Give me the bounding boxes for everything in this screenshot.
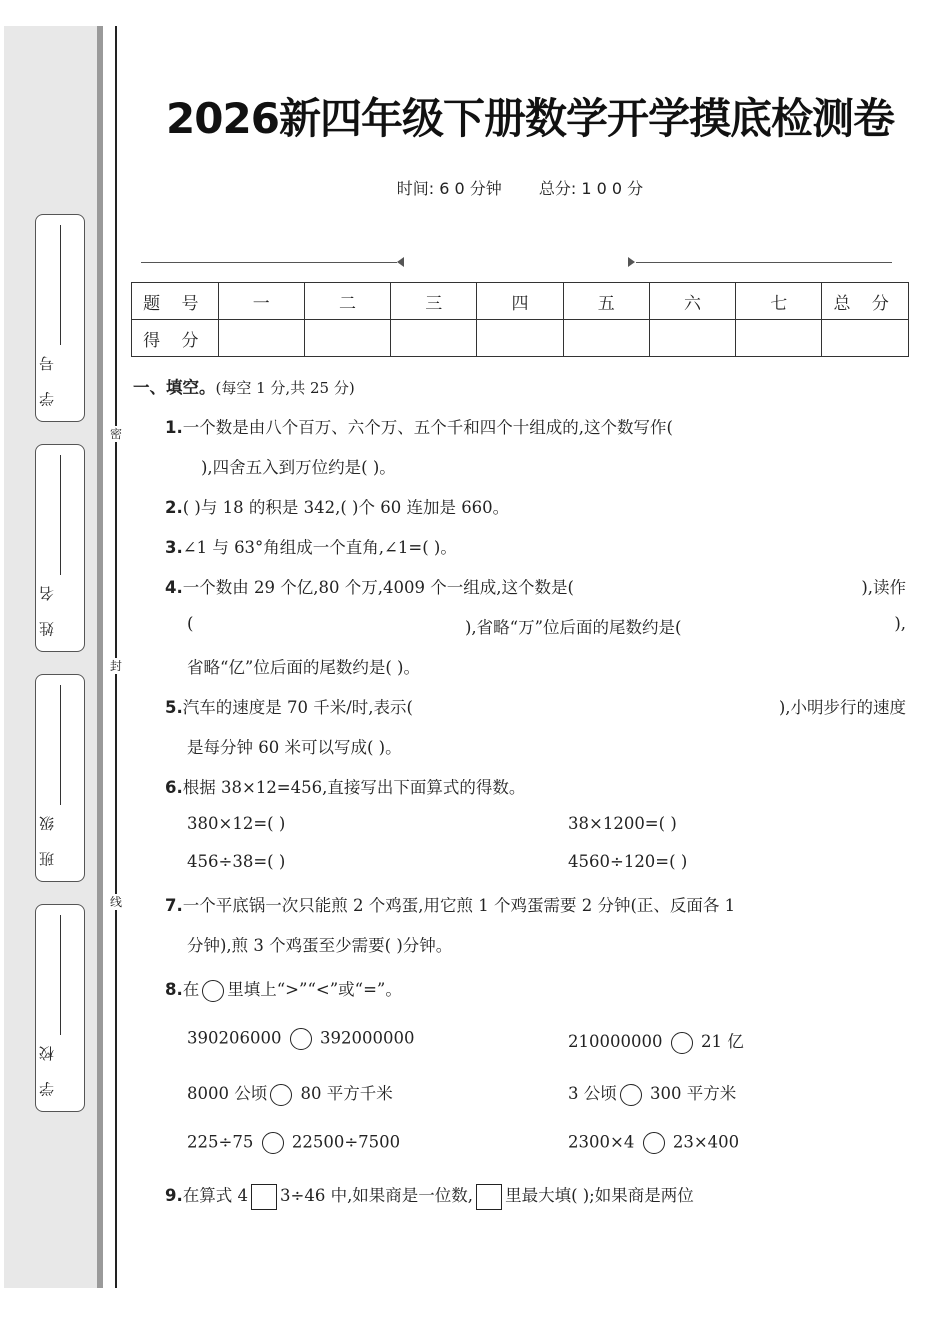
table-cell: 五 (563, 283, 649, 320)
question-6-item-b: 38×1200=( ) (568, 814, 677, 833)
page-title: 2026新四年级下册数学开学摸底检测卷 (166, 94, 894, 143)
binding-mark-mi: 密 (109, 427, 122, 441)
question-number: 1. (165, 418, 183, 437)
compare-item (187, 1132, 400, 1154)
question-6-item-a: 380×12=( ) (187, 814, 286, 833)
question-number: 8. (165, 980, 183, 999)
binding-mark-feng: 封 (109, 659, 122, 673)
question-6-item-d: 4560÷120=( ) (568, 852, 688, 871)
field-underline (60, 225, 61, 345)
table-cell: 一 (218, 283, 304, 320)
answer-circle[interactable] (643, 1132, 665, 1154)
question-5-line-2: 是每分钟 60 米可以写成( )。 (187, 738, 402, 757)
field-underline (60, 455, 61, 575)
question-7-line-1 (165, 892, 735, 916)
compare-item (568, 1028, 744, 1054)
table-cell: 得 分 (132, 320, 219, 357)
question-3 (165, 534, 457, 558)
question-4-line-2-mid: ),省略“万”位后面的尾数约是( (465, 618, 682, 637)
compare-right: 21 亿 (700, 1032, 744, 1051)
box-icon (476, 1184, 502, 1210)
exam-info (130, 176, 910, 199)
decor-line-right (636, 262, 892, 263)
answer-box[interactable] (251, 1184, 277, 1210)
question-4-line-1-end: ),读作 (861, 578, 906, 597)
total-score: 总分: 1 0 0 分 (538, 179, 644, 198)
name-field[interactable] (35, 444, 85, 652)
table-cell: 题 号 (132, 283, 219, 320)
question-4-line-2-end: ), (894, 614, 906, 633)
score-input-cell[interactable] (391, 320, 477, 357)
compare-left: 3 公顷 (568, 1084, 617, 1103)
question-text: 在算式 4 (182, 1186, 248, 1205)
score-input-cell[interactable] (822, 320, 909, 357)
question-7-line-2: 分钟),煎 3 个鸡蛋至少需要( )分钟。 (187, 936, 453, 955)
score-input-cell[interactable] (477, 320, 563, 357)
class-field[interactable] (35, 674, 85, 882)
question-9 (165, 1182, 694, 1210)
score-input-cell[interactable] (736, 320, 822, 357)
school-field[interactable] (35, 904, 85, 1112)
decor-line-left (141, 262, 397, 263)
table-cell: 三 (391, 283, 477, 320)
score-table-header-row (132, 283, 909, 320)
score-input-cell[interactable] (218, 320, 304, 357)
table-cell: 总 分 (822, 283, 909, 320)
table-cell: 四 (477, 283, 563, 320)
question-text: 里最大填( );如果商是两位 (505, 1186, 694, 1205)
question-4-line-3: 省略“亿”位后面的尾数约是( )。 (187, 658, 420, 677)
question-number: 7. (165, 896, 183, 915)
binding-line (115, 26, 117, 1288)
question-8 (165, 976, 402, 1002)
score-table-score-row (132, 320, 909, 357)
answer-circle[interactable] (270, 1084, 292, 1106)
question-number: 9. (165, 1186, 183, 1205)
answer-circle[interactable] (671, 1032, 693, 1054)
compare-left: 225÷75 (187, 1132, 254, 1152)
field-label: 班 级 (38, 808, 56, 867)
student-id-field[interactable] (35, 214, 85, 422)
question-5-line-1-end: ),小明步行的速度 (778, 698, 906, 717)
compare-left: 2300×4 (568, 1132, 635, 1152)
table-cell: 六 (649, 283, 735, 320)
question-text: 在 (182, 980, 200, 999)
compare-right: 300 平方米 (650, 1084, 737, 1103)
question-4-line-1 (165, 574, 574, 598)
compare-item (187, 1028, 414, 1050)
decor-arrow-left-icon (397, 257, 404, 267)
compare-right: 22500÷7500 (291, 1132, 401, 1152)
decor-arrow-right-icon (628, 257, 635, 267)
question-text: 一个数由 29 个亿,80 个万,4009 个一组成,这个数是( (182, 578, 574, 597)
section-heading (133, 374, 355, 398)
answer-circle[interactable] (262, 1132, 284, 1154)
circle-icon (202, 980, 224, 1002)
answer-circle[interactable] (620, 1084, 642, 1106)
table-cell: 七 (736, 283, 822, 320)
binding-shadow (97, 26, 103, 1288)
question-number: 6. (165, 778, 183, 797)
compare-item (568, 1132, 739, 1154)
field-underline (60, 915, 61, 1035)
question-1-line-2: ),四舍五入到万位约是( )。 (201, 458, 396, 477)
compare-left: 390206000 (187, 1028, 282, 1048)
question-4-line-2-start: ( (187, 614, 194, 633)
field-label: 姓 名 (38, 578, 56, 637)
compare-left: 8000 公顷 (187, 1084, 268, 1103)
question-text: 3÷46 中,如果商是一位数, (280, 1186, 474, 1205)
question-1-line-1 (165, 414, 673, 438)
question-2 (165, 494, 509, 518)
question-5-line-1 (165, 694, 413, 718)
question-number: 2. (165, 498, 183, 517)
compare-right: 23×400 (672, 1132, 740, 1152)
field-underline (60, 685, 61, 805)
question-number: 3. (165, 538, 183, 557)
question-number: 5. (165, 698, 183, 717)
compare-item (187, 1080, 393, 1106)
binding-mark-xian: 线 (109, 895, 122, 909)
compare-left: 210000000 (568, 1032, 663, 1051)
compare-item (568, 1080, 736, 1106)
question-text: ( )与 18 的积是 342,( )个 60 连加是 660。 (182, 498, 510, 517)
question-text: 汽车的速度是 70 千米/时,表示( (182, 698, 413, 717)
score-input-cell[interactable] (304, 320, 390, 357)
question-6 (165, 774, 525, 798)
question-number: 4. (165, 578, 183, 597)
question-text: ∠1 与 63°角组成一个直角,∠1=( )。 (182, 538, 457, 557)
compare-right: 392000000 (319, 1028, 415, 1048)
question-text: 里填上“>”“<”或“=”。 (227, 980, 402, 999)
question-6-item-c: 456÷38=( ) (187, 852, 286, 871)
question-text: 一个平底锅一次只能煎 2 个鸡蛋,用它煎 1 个鸡蛋需要 2 分钟(正、反面各 1 (182, 896, 736, 915)
score-table (131, 282, 909, 357)
table-cell: 二 (304, 283, 390, 320)
field-label: 学 校 (38, 1038, 56, 1097)
question-text: 一个数是由八个百万、六个万、五个千和四个十组成的,这个数写作( (182, 418, 673, 437)
answer-circle[interactable] (290, 1028, 312, 1050)
field-label: 学 号 (38, 348, 56, 407)
question-text: 根据 38×12=456,直接写出下面算式的得数。 (182, 778, 526, 797)
section-note: (每空 1 分,共 25 分) (215, 379, 355, 397)
section-title: 一、填空。 (133, 378, 216, 397)
score-input-cell[interactable] (563, 320, 649, 357)
score-input-cell[interactable] (649, 320, 735, 357)
time-limit: 时间: 6 0 分钟 (396, 179, 502, 198)
compare-right: 80 平方千米 (300, 1084, 393, 1103)
